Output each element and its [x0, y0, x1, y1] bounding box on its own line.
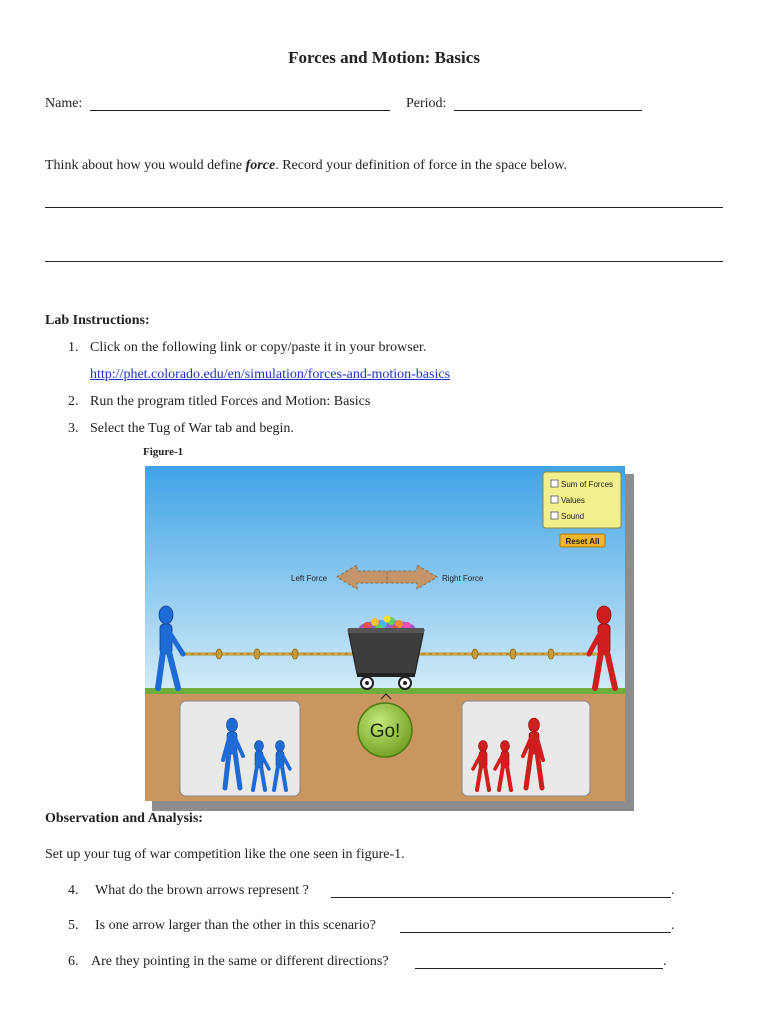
prompt-text-start: Think about how you would define: [45, 158, 246, 173]
figure-caption: Figure-1: [143, 446, 184, 458]
analysis-intro: Set up your tug of war competition like the one seen in figure-1.: [45, 847, 405, 862]
sum-of-forces-checkbox[interactable]: [551, 480, 558, 487]
question-4-blank[interactable]: [331, 883, 671, 898]
definition-prompt: [45, 158, 567, 174]
step-1-number: 1.: [68, 340, 79, 355]
right-force-label: Right Force: [442, 574, 484, 583]
question-6-number: 6.: [68, 954, 79, 969]
name-blank[interactable]: [90, 96, 390, 111]
period-label: Period:: [406, 96, 447, 111]
prompt-text-end: . Record your definition of force in the space below.: [275, 158, 568, 173]
answer-line-1[interactable]: [45, 193, 723, 208]
question-5-period: .: [671, 918, 675, 933]
prompt-emphasis: force: [245, 158, 276, 173]
step-1-text: Click on the following link or copy/paste it in your browser.: [90, 340, 427, 355]
name-label: Name:: [45, 96, 83, 111]
sound-checkbox[interactable]: [551, 512, 558, 519]
step-2-text: Run the program titled Forces and Motion: Basics: [90, 394, 371, 409]
values-label: Values: [561, 496, 585, 505]
question-6-text: Are they pointing in the same or different directions?: [91, 954, 389, 969]
analysis-heading: Observation and Analysis:: [45, 811, 203, 826]
step-2-number: 2.: [68, 394, 79, 409]
sum-of-forces-label: Sum of Forces: [561, 480, 614, 489]
grass-strip: [145, 688, 625, 694]
control-panel: [543, 472, 621, 528]
step-3-text: Select the Tug of War tab and begin.: [90, 421, 294, 436]
sound-label: Sound: [561, 512, 585, 521]
question-5-blank[interactable]: [400, 918, 671, 933]
question-6-period: .: [663, 954, 667, 969]
question-5-text: Is one arrow larger than the other in this scenario?: [95, 918, 376, 933]
go-label: Go!: [369, 721, 401, 742]
tug-of-war-figure: [145, 466, 625, 801]
lab-instructions-heading: Lab Instructions:: [45, 313, 150, 328]
values-checkbox[interactable]: [551, 496, 558, 503]
reset-all-button[interactable]: [560, 534, 605, 547]
phet-link[interactable]: http://phet.colorado.edu/en/simulation/forces-and-motion-basics: [90, 367, 451, 382]
answer-line-2[interactable]: [45, 247, 723, 262]
question-4-period: .: [671, 883, 675, 898]
question-6-blank[interactable]: [415, 954, 663, 969]
page-title: Forces and Motion: Basics: [288, 48, 480, 67]
left-force-label: Left Force: [291, 574, 328, 583]
period-blank[interactable]: [454, 96, 642, 111]
reset-all-label: Reset All: [565, 537, 600, 546]
question-4-number: 4.: [68, 883, 79, 898]
question-4-text: What do the brown arrows represent ?: [95, 883, 309, 898]
question-5-number: 5.: [68, 918, 79, 933]
go-button[interactable]: [358, 703, 412, 757]
step-3-number: 3.: [68, 421, 79, 436]
